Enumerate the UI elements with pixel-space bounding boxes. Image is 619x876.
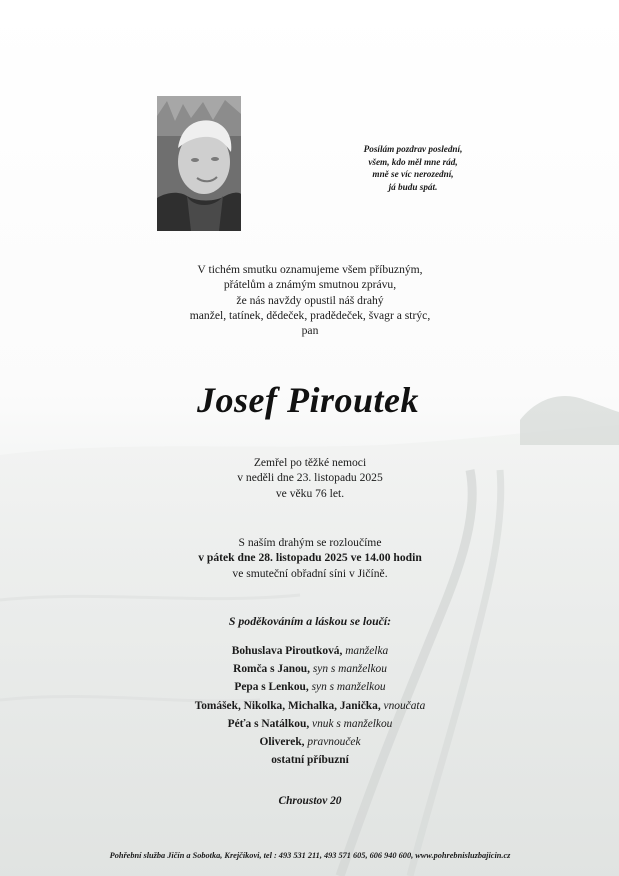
funeral-info: [130, 535, 490, 581]
poem-line: mně se víc nerozední,: [372, 169, 454, 180]
poem-line: já budu spát.: [388, 181, 438, 192]
announcement-line: manžel, tatínek, dědeček, pradědeček, švagr a strýc,: [189, 308, 431, 322]
mourner-relation: vnoučata: [383, 699, 426, 712]
mourner-name: Tomášek, Nikolka, Michalka, Janička,: [194, 699, 381, 712]
portrait-photo: [157, 96, 241, 231]
mourner-relation: syn s manželkou: [311, 681, 386, 694]
announcement-line: přátelům a známým smutnou zprávu,: [223, 278, 397, 292]
poem: [348, 143, 478, 193]
address-place: Chroustov 20: [278, 795, 342, 807]
funeral-intro: S naším drahým se rozloučíme: [238, 536, 382, 549]
mourner-name: Péťa s Natálkou,: [227, 717, 310, 730]
announcement-line: V tichém smutku oznamujeme všem příbuzným,: [197, 263, 423, 276]
death-line: ve věku 76 let.: [275, 486, 345, 500]
mourner-name: Pepa s Lenkou,: [234, 681, 309, 694]
mourner-entry: [120, 715, 500, 733]
deceased-name: Josef Piroutek: [197, 380, 419, 420]
mourner-relation: vnuk s manželkou: [312, 717, 393, 730]
mourner-name: Bohuslava Piroutková,: [231, 645, 343, 657]
death-line: v neděli dne 23. listopadu 2025: [237, 471, 383, 485]
funeral-datetime: v pátek dne 28. listopadu 2025 ve 14.00 hodin: [198, 551, 422, 565]
funeral-service-footer: Pohřební služba Jičín a Sobotka, Krejčíkovi, tel : 493 531 211, 493 571 605, 606 940 600, www.pohrebnisluzbajicin.cz: [109, 851, 511, 860]
mourner-name: Oliverek,: [259, 736, 305, 749]
death-notice: [180, 455, 440, 501]
mourner-entry: [120, 751, 500, 769]
mourner-name: Romča s Janou,: [233, 663, 310, 676]
mourner-relation: syn s manželkou: [312, 663, 387, 676]
mourner-entry: [120, 733, 500, 751]
mourner-name: ostatní příbuzní: [271, 754, 349, 767]
mourner-entry: [120, 678, 500, 696]
mourner-entry: [120, 660, 500, 678]
thanks-heading: S poděkováním a láskou se loučí:: [228, 614, 392, 628]
mourners-list: [120, 642, 500, 769]
announcement: [150, 262, 470, 338]
mourner-entry: [120, 642, 500, 660]
funeral-location: ve smuteční obřadní síni v Jičíně.: [232, 566, 388, 580]
announcement-line: že nás navždy opustil náš drahý: [236, 293, 384, 307]
death-line: Zemřel po těžké nemoci: [253, 456, 367, 469]
mourner-relation: pravnouček: [307, 736, 361, 749]
poem-line: všem, kdo měl mne rád,: [368, 156, 458, 167]
poem-line: Posílám pozdrav poslední,: [363, 144, 463, 154]
announcement-line: pan: [301, 324, 319, 338]
mourner-entry: [120, 697, 500, 715]
mourner-relation: manželka: [345, 645, 389, 657]
